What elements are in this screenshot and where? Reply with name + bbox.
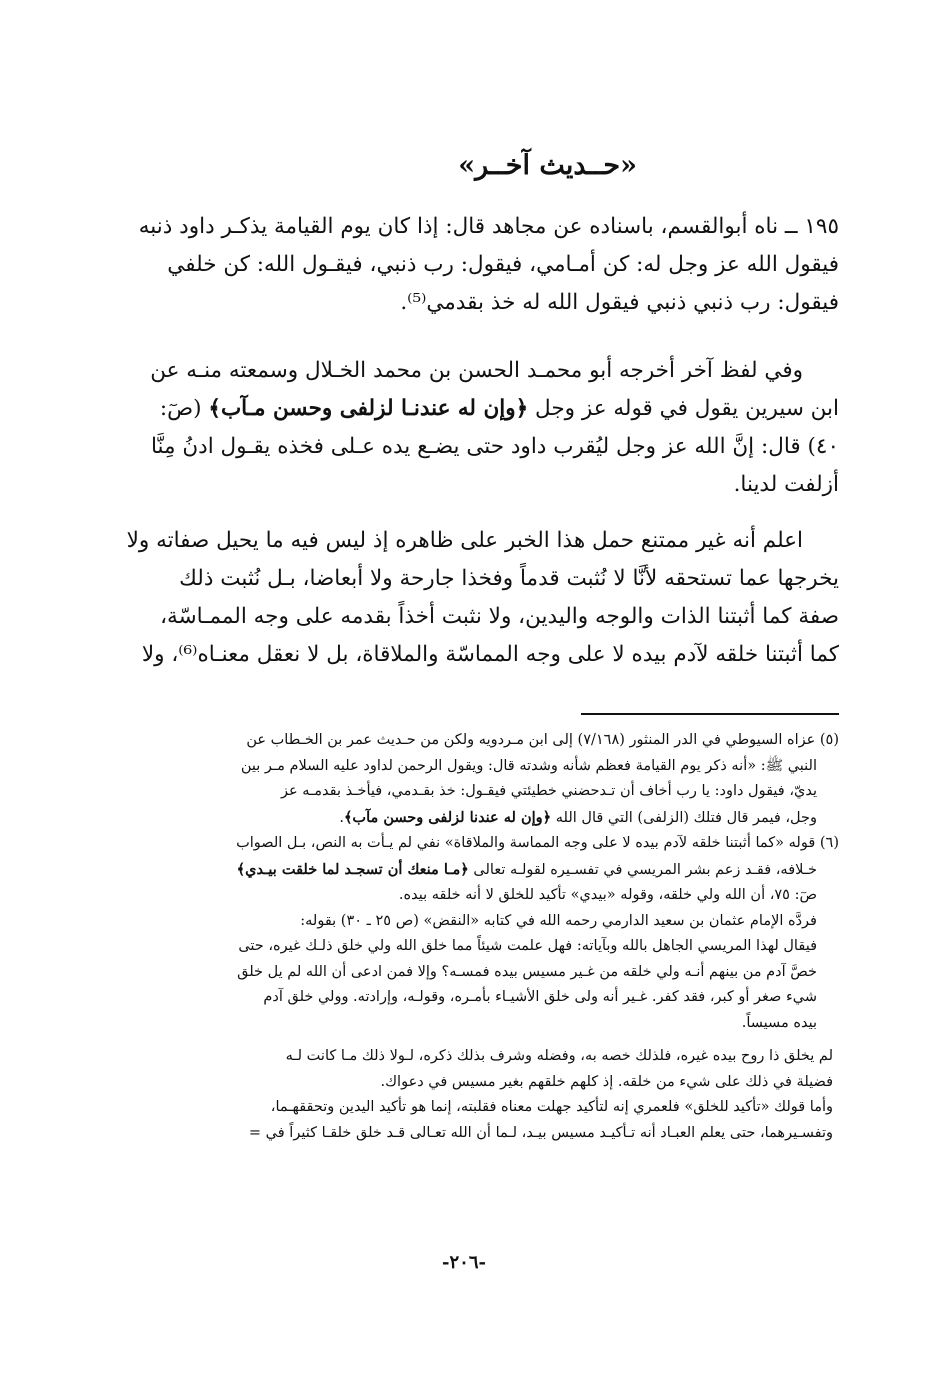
footnote-5 bbox=[97, 728, 839, 831]
footnote-separator bbox=[581, 713, 839, 715]
text-line: ١٩٥ ــ ناه أبوالقسم، باسناده عن مجاهد قال: إذا كان يوم القيامة يذكـر داود ذنبه bbox=[138, 214, 839, 239]
footnote-line: لم يخلق ذا روح بيده غيره، فلذلك خصه به، وفضله وشرف بذلك ذكره، لـولا ذلك مـا كانت لـه bbox=[285, 1048, 833, 1064]
footnotes bbox=[97, 728, 839, 1146]
footnote-line: يديّ، فيقول داود: يا رب أخاف أن تـدحضني خطيئتي فيقـول: خذ بقـدمي، فيأخـذ بقدمـه عز bbox=[281, 783, 817, 799]
section-heading: «حــديث آخــر» bbox=[458, 150, 637, 181]
footnote-line: شيء صغر أو كبر، فقد كفر. غـير أنه ولى خلق الأشيـاء بأمـره، وقولـه، وإرادته. وولي خلق آدم bbox=[263, 989, 817, 1005]
footnote-line: فيقال لهذا المريسي الجاهل بالله وبآياته: فهل علمت شيئاً مما خلق الله ولي خلق ذلـك غيره، حتى bbox=[238, 938, 817, 954]
text-segment: . bbox=[339, 809, 344, 826]
text-line: صفة كما أثبتنا الذات والوجه واليدين، ولا نثبت أخذاً بقدمه على وجه الممـاسّة، bbox=[160, 604, 839, 629]
footnote-line: خصَّ آدم من بينهم أنـه ولي خلقه من غـير مسيس بيده فمسـه؟ وإلا فمن ادعى أن الله لم يل خلق bbox=[237, 963, 817, 980]
footnote-line: بيده مسيساً. bbox=[741, 1014, 817, 1031]
page-number: -٢٠٦- bbox=[442, 1252, 486, 1273]
hadith-195-paragraph bbox=[99, 208, 839, 322]
footnote-line: وأما قولك «تأكيد للخلق» فلعمري إنه لتأكيد جهلت معناه فقلبته، إنما هو تأكيد اليدين وتحققهـما، bbox=[270, 1099, 833, 1115]
footnote-line: صٓ: ٧٥، أن الله ولي خلقه، وقوله «بيدي» تأكيد للخلق لا أنه خلقه بيده. bbox=[398, 887, 817, 903]
text-segment: وجل، فيمر قال فتلك (الزلفى) التي قال الله bbox=[551, 809, 817, 826]
footnote-line bbox=[97, 857, 839, 884]
footnote-line: النبي ﷺ: «أنه ذكر يوم القيامة فعظم شأنه وشدته قال: ويقول الرحمن لداود عليه السلام مـر بين bbox=[240, 757, 817, 774]
text-line: كما أثبتنا خلقه لآدم بيده لا على وجه المماسّة والملاقاة، بل لا نعقل معنـاه⁽⁶⁾، ولا bbox=[141, 642, 839, 667]
footnote-6 bbox=[97, 831, 839, 1146]
text-line: ٤٠) قال: إنَّ الله عز وجل ليُقرب داود حتى يضـع يده عـلى فخذه يقـول ادنُ مِنَّا bbox=[150, 434, 839, 459]
text-line: أزلفت لدينا. bbox=[733, 472, 839, 497]
text-line: وفي لفظ آخر أخرجه أبو محمـد الحسن بن محمد الخـلال وسمعته منـه عن bbox=[150, 358, 803, 383]
text-segment: (صٓ: bbox=[159, 396, 209, 421]
footnote-line: فضيلة في ذلك على شيء من خلقه. إذ كلهم خلقهم بغير مسيس في دعواك. bbox=[380, 1073, 833, 1090]
alternate-wording-paragraph bbox=[99, 352, 839, 504]
quran-quote: ﴿مـا منعك أن تسجـد لما خلقت بيـدي﴾ bbox=[236, 860, 469, 878]
footnote-line: وتفسـيرهما، حتى يعلم العبـاد أنه تـأكيـد مسيس بيـد، لـما أن الله تعـالى قـد خلق خلقـا كثيراً في = bbox=[248, 1124, 833, 1141]
text-line: يخرجها عما تستحقه لأنَّا لا نُثبت قدماً وفخذا جارحة ولا أبعاضا، بـل نُثبت ذلك bbox=[179, 566, 839, 591]
quran-quote: ﴿وإن له عندنا لزلفى وحسن مآب﴾ bbox=[343, 808, 552, 826]
text-line: فيقول: رب ذنبي ذنبي فيقول الله له خذ بقدمي⁽⁵⁾. bbox=[400, 290, 839, 315]
text-line: فيقول الله عز وجل له: كن أمـامي، فيقول: رب ذنبي، فيقـول الله: كن خلفي bbox=[167, 252, 839, 277]
quran-quote: ﴿وإن له عندنـا لزلفى وحسن مـآب﴾ bbox=[208, 396, 529, 421]
text-segment: ابن سيرين يقول في قوله عز وجل bbox=[528, 396, 839, 421]
footnote-line bbox=[97, 805, 839, 832]
footnote-line: (٥) عزاه السيوطي في الدر المنثور (٧/١٦٨) إلى ابن مـردويه ولكن من حـديث عمر بن الخـطاب عن bbox=[246, 732, 839, 748]
footnote-line: (٦) قوله «كما أثبتنا خلقه لآدم بيده لا على وجه المماسة والملاقاة» نفي لم يـأت به النص، بـل الصواب bbox=[236, 835, 839, 851]
text-line: اعلم أنه غير ممتنع حمل هذا الخبر على ظاهره إذ ليس فيه ما يحيل صفاته ولا bbox=[126, 528, 803, 553]
commentary-paragraph bbox=[99, 522, 839, 674]
footnote-line: فردَّه الإمام عثمان بن سعيد الدارمي رحمه الله في كتابه «النقض» (ص ٢٥ ـ ٣٠) بقوله: bbox=[300, 912, 817, 929]
text-line bbox=[99, 390, 839, 428]
text-segment: خـلافه، فقـد زعم بشر المريسي في تفسـيره لقولـه تعالى bbox=[468, 861, 817, 878]
